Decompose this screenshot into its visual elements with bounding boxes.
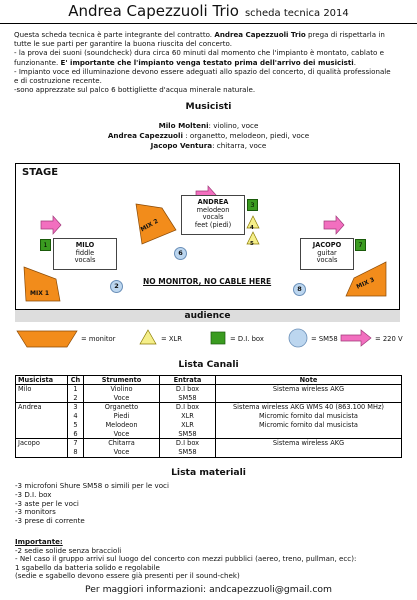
sm58-6: 6 [174, 247, 187, 260]
musicisti-heading: Musicisti [185, 101, 232, 112]
table-row: Andrea 3 Organetto D.I box Sistema wireless AKG WMS 40 (863.100 MHz) [16, 403, 402, 412]
important-heading: Importante: [15, 537, 63, 546]
legend-xlr: = XLR [161, 335, 183, 343]
list-item: -3 monitors [15, 507, 56, 517]
power-arrow-icon [41, 216, 61, 234]
footer-contact: Per maggiori informazioni: andcapezzuoli@gmail.com [85, 584, 332, 595]
important-notes: Importante: -2 sedie solide senza braccioli - Nel caso il gruppo arrivi sul luogo del concerto con mezzi pubblici (aereo, treno, pullman, ecc): 1 sgabello da batteria solido e regolabile (sedie e sgabello devono essere già presenti per il sound-chek) [15, 537, 357, 581]
legend-monitor: = monitor [81, 335, 116, 343]
header-divider [0, 23, 417, 24]
di-box-1: 1 [40, 239, 51, 251]
andrea-position: ANDREA melodeon vocals feet (piedi) [181, 195, 245, 235]
no-monitor-note: NO MONITOR, NO CABLE HERE [143, 277, 272, 286]
legend-di: = D.I. box [230, 335, 264, 343]
milo-position: MILO fiddle vocals [53, 238, 117, 270]
di-box-3: 3 [247, 199, 258, 211]
list-item: -3 aste per le voci [15, 498, 79, 508]
xlr-5-label: 5 [250, 241, 254, 247]
table-row: 5 Melodeon XLR Micromic fornito dal musicista [16, 421, 402, 430]
legend-sm58: = SM58 [311, 335, 338, 343]
legend-220v: = 220 V [375, 335, 403, 343]
musician-line: Jacopo Ventura: chitarra, voce [150, 141, 267, 150]
power-arrow-icon [341, 330, 371, 346]
di-box-icon [211, 332, 225, 344]
sm58-8: 8 [293, 283, 306, 296]
list-item: -3 D.I. box [15, 489, 52, 499]
mix3-label: MIX 3 [355, 276, 376, 291]
sm58-icon [289, 329, 307, 347]
list-item: -3 prese di corrente [15, 516, 85, 526]
materials-list [15, 482, 169, 526]
page-subtitle: scheda tecnica 2014 [244, 8, 349, 19]
list-item: -3 microfoni Shure SM58 o simili per le voci [15, 481, 169, 490]
materiali-heading: Lista materiali [171, 467, 246, 478]
table-row: 4 Piedi XLR Micromic fornito dal musicista [16, 412, 402, 421]
musician-line: Andrea Capezzuoli : organetto, melodeon, piedi, voce [107, 131, 310, 140]
stage-plot [15, 163, 400, 310]
table-row: Milo 1 Violino D.I box Sistema wireless AKG [16, 385, 402, 394]
mix2-label: MIX 2 [139, 217, 160, 234]
mix1-label: MIX 1 [30, 290, 50, 297]
power-arrow-icon [324, 216, 344, 234]
stage-label: STAGE [22, 167, 59, 178]
di-box-7: 7 [355, 239, 366, 251]
monitor-icon [17, 331, 77, 347]
table-row: 8 Voce SM58 [16, 448, 402, 457]
header [0, 0, 417, 22]
intro-text: Questa scheda tecnica è parte integrante del contratto. Andrea Capezzuoli Trio prega di rispettarla in tutte le sue parti per garantire la buona riuscita del concerto. - la prova dei suoni (soundcheck) dura circa 60 minuti dal momento che l'impianto è montato, cablato e funzionante. E' importante che l'impianto venga testato prima dell'arrivo dei musicisti. - Impianto voce ed illuminazione devono essere adeguati allo spazio del concerto, di qualità professionale e di costruzione recente. -sono apprezzate sul palco 6 bottigliette d'acqua minerale naturale. [14, 30, 391, 95]
jacopo-position: JACOPO guitar vocals [300, 238, 354, 270]
xlr-triangle-icon [140, 330, 156, 344]
legend [15, 326, 415, 352]
canali-heading: Lista Canali [178, 359, 239, 370]
channel-table [15, 375, 402, 458]
audience-label: audience [15, 310, 400, 322]
table-row: 6 Voce SM58 [16, 430, 402, 439]
table-row: Jacopo 7 Chitarra D.I box Sistema wireless AKG [16, 439, 402, 448]
xlr-4-label: 4 [250, 225, 254, 231]
page-title: Andrea Capezzuoli Trio [68, 2, 239, 20]
table-row: 2 Voce SM58 [16, 394, 402, 403]
legend-shapes [15, 326, 415, 352]
sm58-2: 2 [110, 280, 123, 293]
musician-line: Milo Molteni: violino, voce [158, 121, 259, 130]
table-header-row: Musicista Ch Strumento Entrata Note [16, 376, 402, 385]
